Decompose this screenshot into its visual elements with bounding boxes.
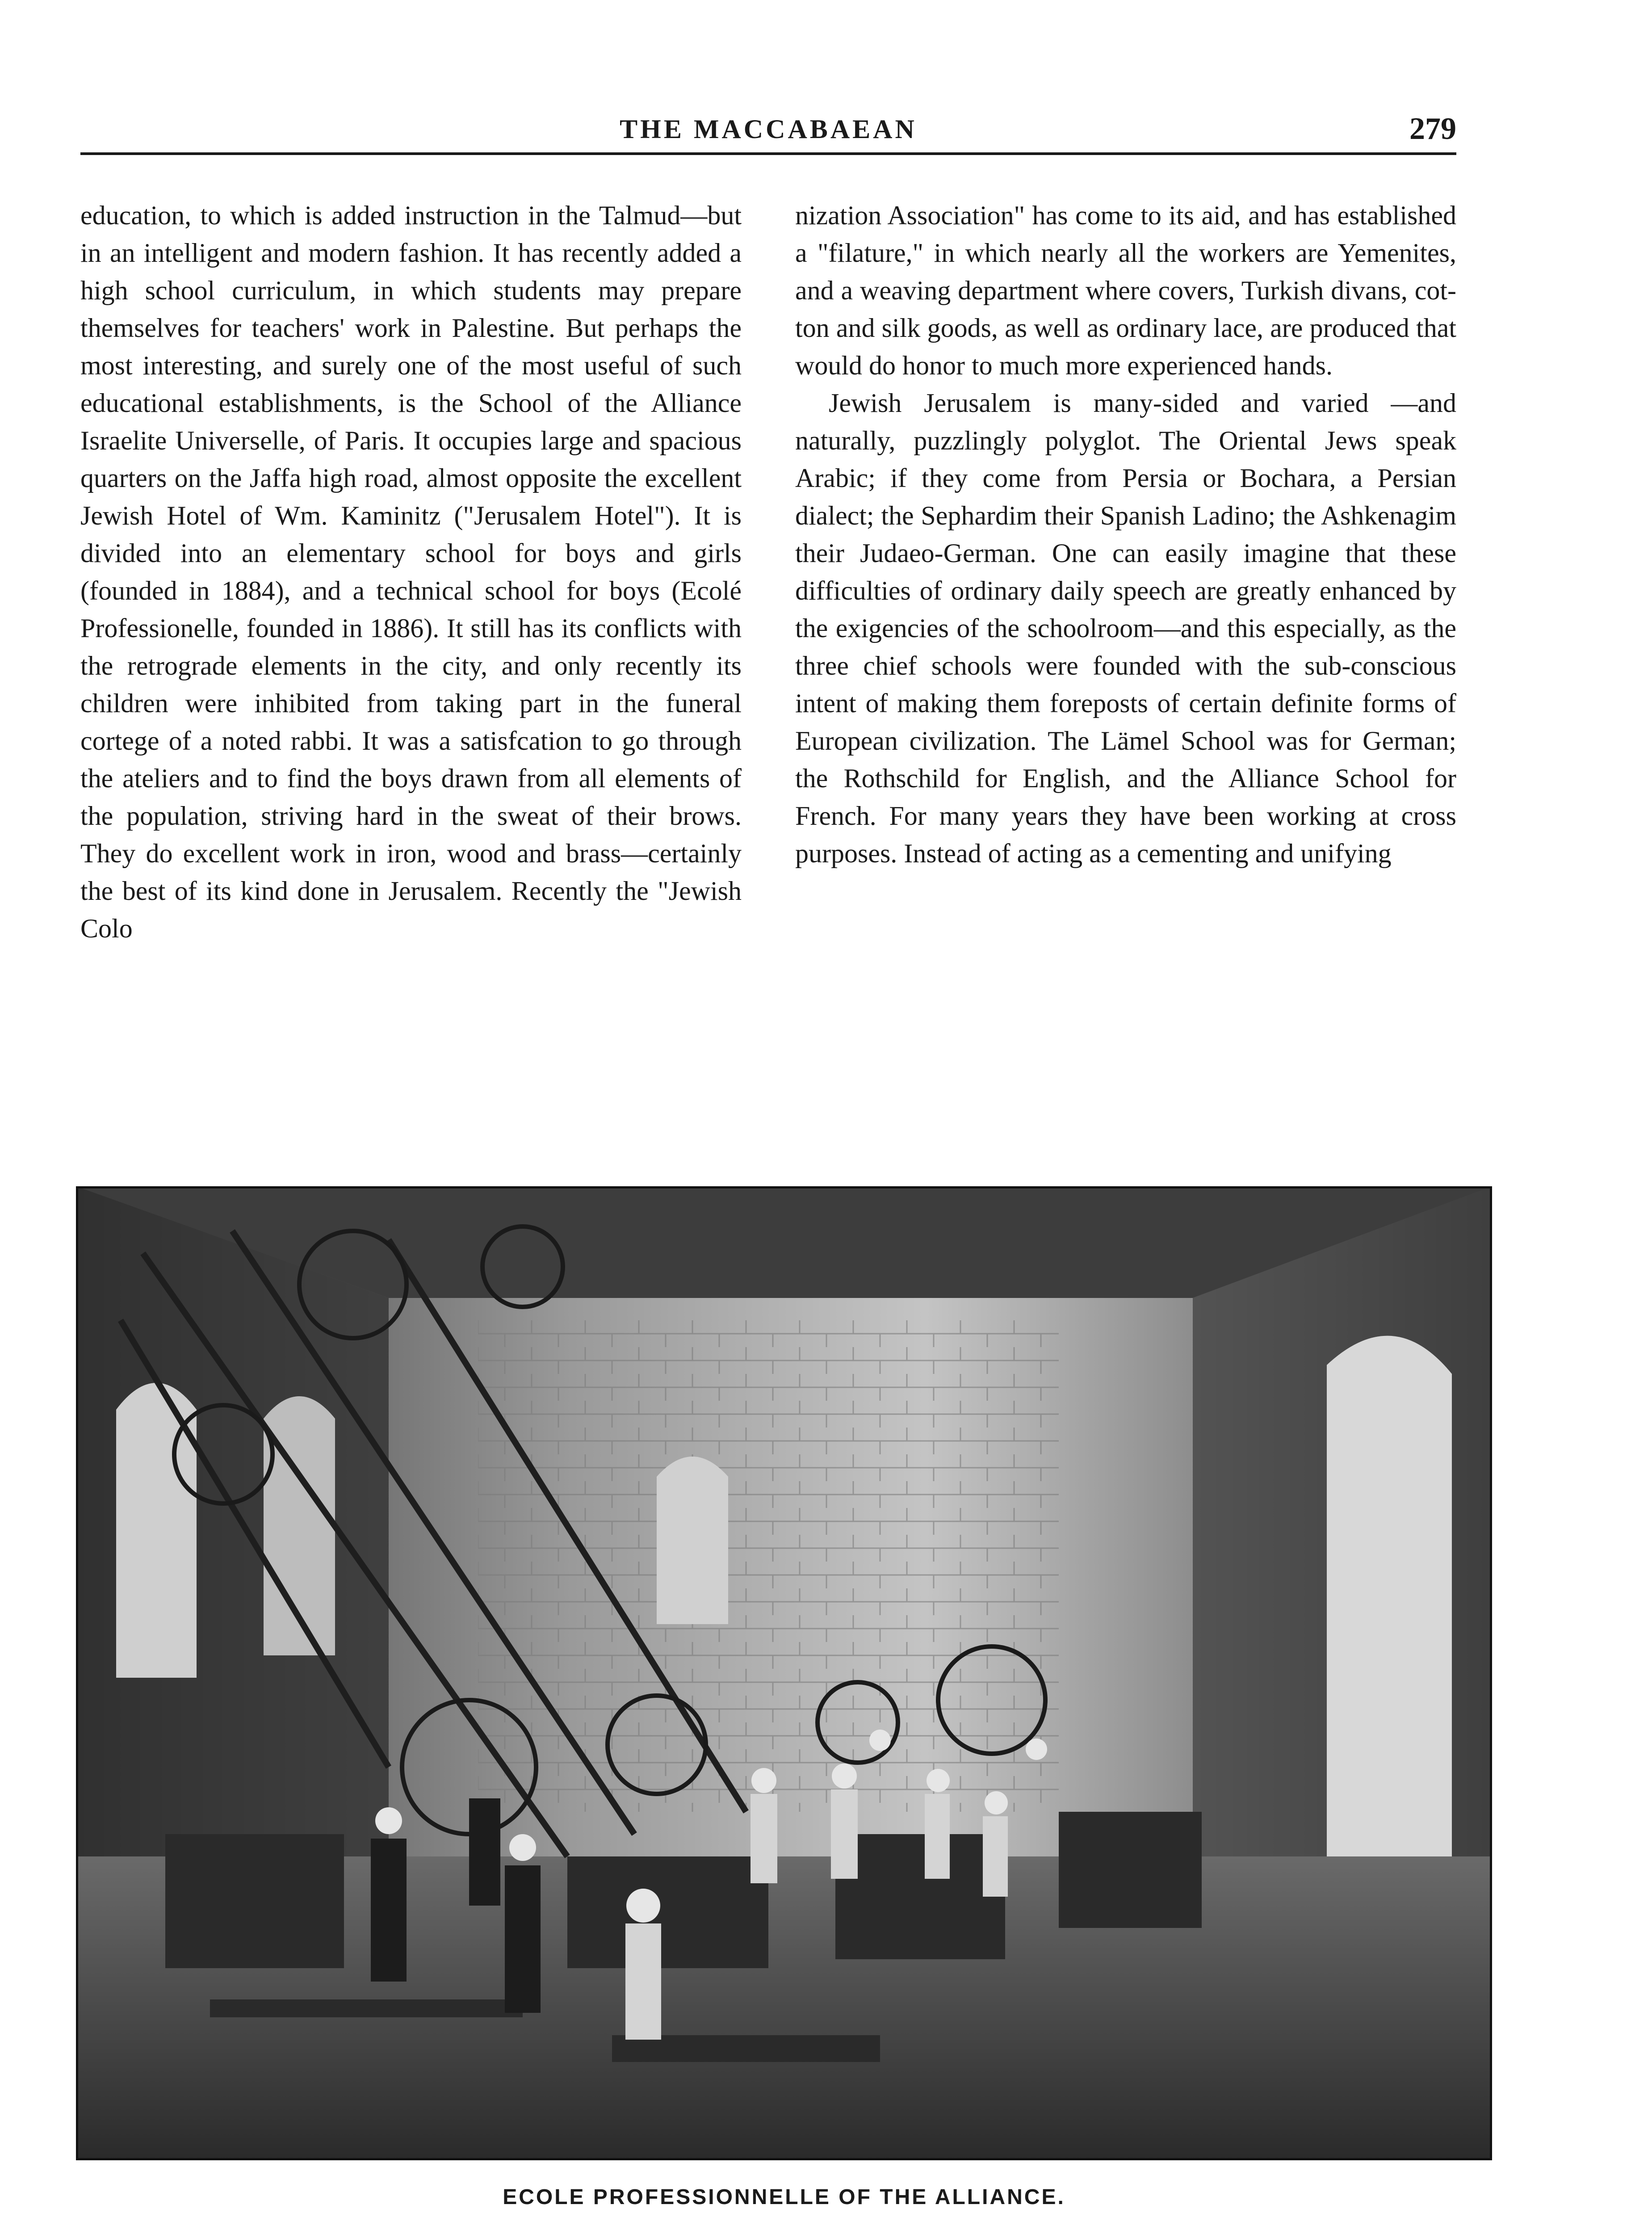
workshop-photograph-image — [76, 1186, 1492, 2160]
left-column — [80, 197, 742, 1180]
left-paragraph-1: education, to which is added instruction in the Talmud—but in an intelligent and modern fashion. It has recently added a high school curriculum, in which students may prepare themselves for teachers' work in Palestine. But perhaps the most interesting, and surely one of the most useful of such educational establishments, is the School of the Alliance Israelite Universelle, of Paris. It occupies large and spacious quarters on the Jaffa high road, almost opposite the excellent Jewish Hotel of Wm. Kaminitz ("Jerusalem Hotel"). It is divided into an elementary school for boys and girls (founded in 1884), and a technical school for boys (Ecolé Professionelle, founded in 1886). It still has its conflicts with the retrograde elements in the city, and only recently its children were inhibited from taking part in the funeral cortege of a noted rabbi. It was a satisfcation to go through the ateliers and to find the boys drawn from all elements of the population, striving hard in the sweat of their brows. They do excellent work in iron, wood and brass—certainly the best of its kind done in Jerusalem. Recently the "Jewish Colo — [80, 201, 742, 943]
page-number: 279 — [1409, 112, 1456, 146]
right-paragraph-1: nization Association" has come to its aid, and has established a "filature," in which nearly all the workers are Yemenites, and a weaving department where covers, Turkish divans, cotton and silk goods, as well as ordinary lace, are produced that would do honor to much more experienced hands. — [795, 201, 1456, 380]
right-column — [795, 197, 1456, 1180]
right-paragraph-2: Jewish Jerusalem is many-sided and varied —and naturally, puzzlingly polyglot. The Oriental Jews speak Arabic; if they come from Persia or Bochara, a Persian dialect; the Sephardim their Spanish Ladino; the Ashkenagim their Judaeo-German. One can easily imagine that these difficulties of ordinary daily speech are greatly enhanced by the exigencies of the schoolroom—and this especially, as the three chief schools were founded with the sub-conscious intent of making them foreposts of certain definite forms of European civilization. The Lämel School was for German; the Rothschild for English, and the Alliance School for French. For many years they have been working at cross purposes. Instead of acting as a cementing and unifying — [795, 388, 1456, 868]
header-rule — [80, 152, 1456, 155]
figure-caption: ECOLE PROFESSIONNELLE OF THE ALLIANCE. — [503, 2185, 1065, 2209]
workshop-photograph — [76, 1186, 1492, 2160]
journal-title: THE MACCABAEAN — [620, 114, 917, 144]
running-header — [80, 114, 1456, 159]
